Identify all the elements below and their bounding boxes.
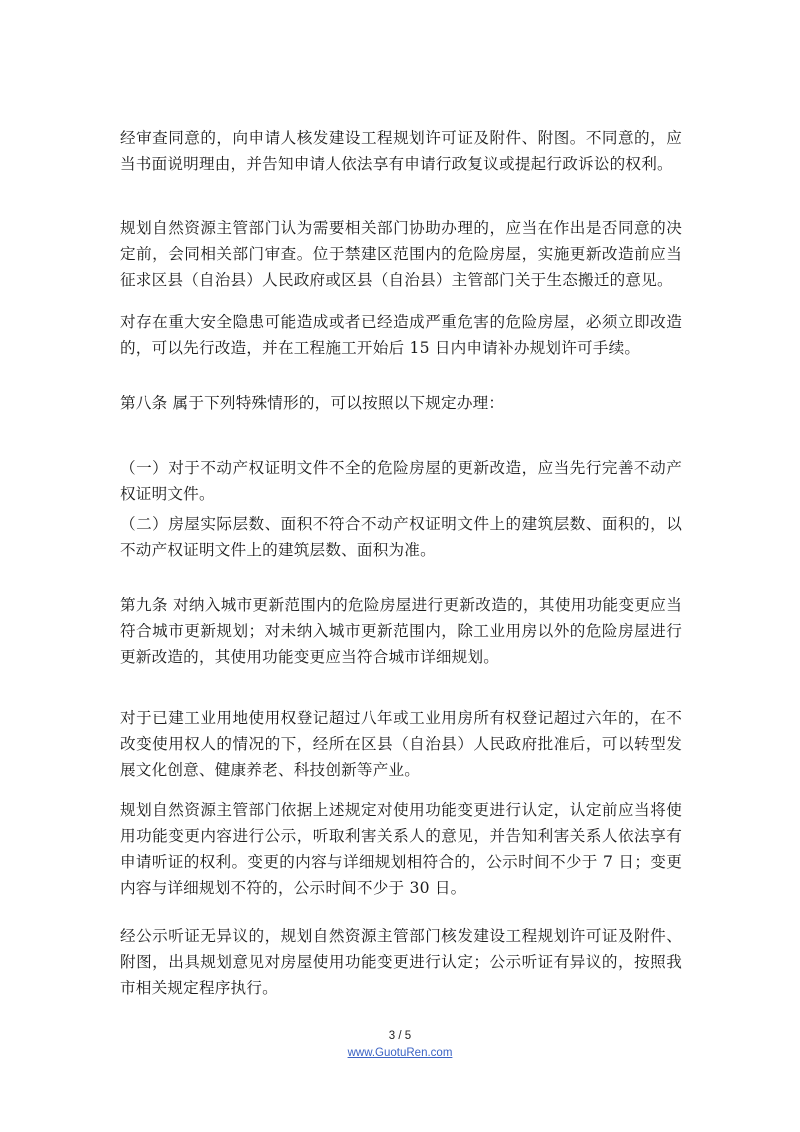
article-8-heading: 第八条 属于下列特殊情形的，可以按照以下规定办理： — [120, 394, 505, 412]
article-8-item-1: （一）对于不动产权证明文件不全的危险房屋的更新改造，应当先行完善不动产权证明文件。 — [120, 459, 682, 503]
paragraph-urgent-renovation: 对存在重大安全隐患可能造成或者已经造成严重危害的危险房屋，必须立即改造的，可以先行改造，并在工程施工开始后 15 日内申请补办规划许可手续。 — [120, 313, 682, 357]
paragraph-hearing-result: 经公示听证无异议的，规划自然资源主管部门核发建设工程规划许可证及附件、附图，出具规划意见对房屋使用功能变更进行认定；公示听证有异议的，按照我市相关规定程序执行。 — [120, 927, 682, 997]
article-8-item-2: （二）房屋实际层数、面积不符合不动产权证明文件上的建筑层数、面积的，以不动产权证明文件上的建筑层数、面积为准。 — [120, 515, 682, 559]
site-link[interactable]: www.GuotuRen.com — [347, 1047, 453, 1059]
paragraph-industrial-transformation: 对于已建工业用地使用权登记超过八年或工业用房所有权登记超过六年的，在不改变使用权人的情况的下，经所在区县（自治县）人民政府批准后，可以转型发展文化创意、健康养老、科技创新等产业。 — [120, 709, 682, 779]
paragraph-function-change-publicity: 规划自然资源主管部门依据上述规定对使用功能变更进行认定，认定前应当将使用功能变更内容进行公示，听取利害关系人的意见，并告知利害关系人依法享有申请听证的权利。变更的内容与详细规划相符合的，公示时间不少于 7 日；变更内容与详细规划不符的，公示时间不少于 30 日。 — [120, 801, 682, 897]
article-9-paragraph: 第九条 对纳入城市更新范围内的危险房屋进行更新改造的，其使用功能变更应当符合城市更新规划；对未纳入城市更新范围内，除工业用房以外的危险房屋进行更新改造的，其使用功能变更应当符合城市详细规划。 — [120, 596, 682, 666]
paragraph-approval: 经审查同意的，向申请人核发建设工程规划许可证及附件、附图。不同意的，应当书面说明理由，并告知申请人依法享有申请行政复议或提起行政诉讼的权利。 — [120, 129, 682, 173]
footer-link-container — [0, 1047, 800, 1059]
page-indicator: 3 / 5 — [388, 1030, 412, 1042]
paragraph-coordination: 规划自然资源主管部门认为需要相关部门协助办理的，应当在作出是否同意的决定前，会同相关部门审查。位于禁建区范围内的危险房屋，实施更新改造前应当征求区县（自治县）人民政府或区县（自治县）主管部门关于生态搬迁的意见。 — [120, 219, 682, 289]
